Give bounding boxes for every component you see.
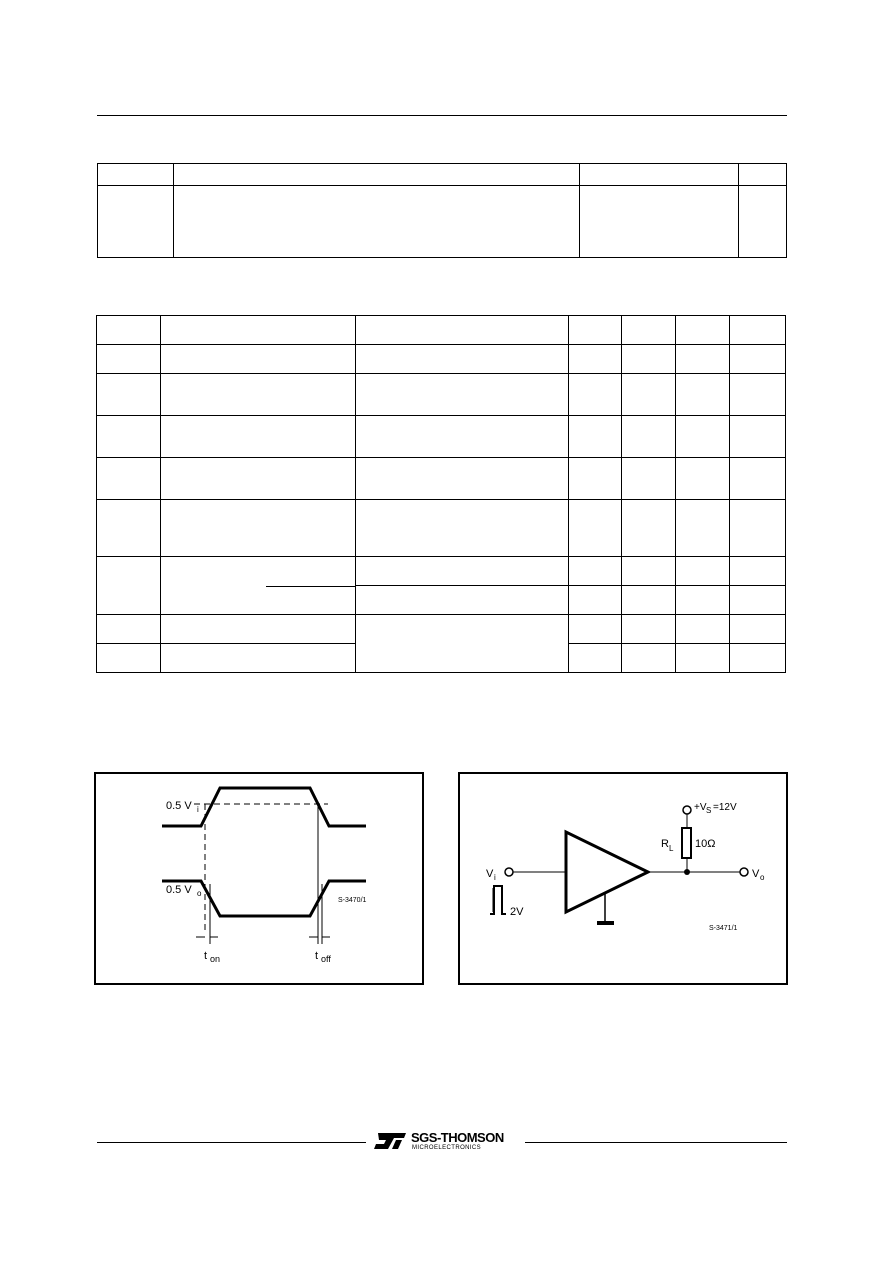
st-logo-icon <box>372 1131 408 1151</box>
figure-ref-code: S-3471/1 <box>709 925 738 932</box>
switching-time-waveform-figure <box>94 772 424 985</box>
header-rule <box>97 115 787 116</box>
electrical-characteristics-table <box>96 315 786 673</box>
ground-icon <box>597 921 614 925</box>
switching-test-circuit-figure <box>458 772 788 985</box>
input-waveform <box>162 788 366 826</box>
input-level-label: 0.5 V <box>166 800 192 812</box>
amplifier-symbol <box>566 832 648 912</box>
figure-ref-code: S-3470/1 <box>338 897 367 904</box>
output-level-label: 0.5 V <box>166 884 192 896</box>
input-label: V <box>486 868 494 880</box>
rl-value: 10Ω <box>695 838 716 850</box>
svg-text:L: L <box>669 844 674 853</box>
svg-text:=12V: =12V <box>713 802 737 813</box>
brand-subtitle: MICROELECTRONICS <box>412 1145 482 1151</box>
footer-rule-right <box>525 1142 787 1143</box>
svg-text:o: o <box>760 873 765 882</box>
svg-text:off: off <box>321 954 331 964</box>
st-logo <box>372 1131 408 1151</box>
ton-label: t <box>204 950 208 962</box>
output-label: V <box>752 868 760 880</box>
pulse-amplitude-label: 2V <box>510 906 524 918</box>
test-circuit-diagram <box>460 774 786 983</box>
footer-rule-left <box>97 1142 366 1143</box>
load-resistor <box>682 828 691 858</box>
svg-text:i: i <box>197 805 199 814</box>
svg-text:S: S <box>706 806 712 815</box>
svg-text:i: i <box>494 873 496 882</box>
brand-name: SGS-THOMSON <box>411 1130 504 1145</box>
rl-label: R <box>661 838 669 850</box>
waveform-diagram <box>96 774 422 983</box>
svg-text:on: on <box>210 954 221 964</box>
pulse-icon <box>490 886 506 914</box>
toff-label: t <box>315 950 319 962</box>
output-waveform <box>162 881 366 916</box>
supply-label: +V <box>694 802 707 813</box>
thermal-data-table <box>97 163 787 258</box>
svg-text:o: o <box>197 889 202 898</box>
